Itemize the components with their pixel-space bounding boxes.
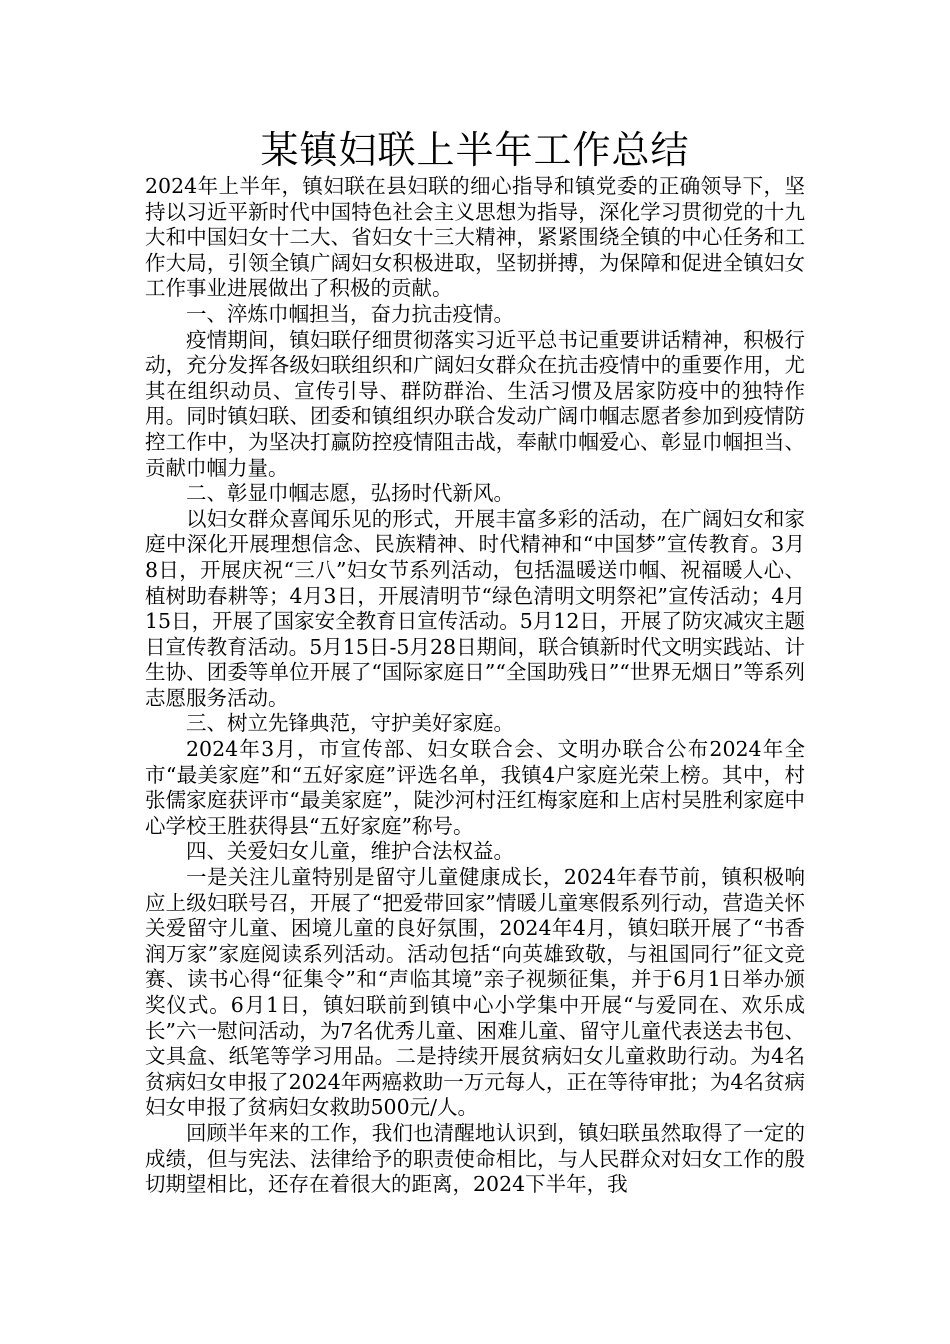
section-heading-2: 二、彰显巾帼志愿，弘扬时代新风。 [186,481,514,506]
paragraph-section-3: 2024年3月，市宣传部、妇女联合会、文明办联合公布2024年全市“最美家庭”和“五好家庭”评选名单，我镇4户家庭光荣上榜。其中，村张儒家庭获评市“最美家庭”，陡沙河村汪红梅家庭和上店村吴胜利家庭中心学校王胜获得县“五好家庭”称号。 [145,737,805,838]
paragraph-section-1: 疫情期间，镇妇联仔细贯彻落实习近平总书记重要讲话精神，积极行动，充分发挥各级妇联组织和广阔妇女群众在抗击疫情中的重要作用，尤其在组织动员、宣传引导、群防群治、生活习惯及居家防疫中的独特作用。同时镇妇联、团委和镇组织办联合发动广阔巾帼志愿者参加到疫情防控工作中，为坚决打赢防控疫情阻击战，奉献巾帼爱心、彰显巾帼担当、贡献巾帼力量。 [145,327,805,480]
paragraph-section-4: 一是关注儿童特别是留守儿童健康成长，2024年春节前，镇积极响应上级妇联号召，开展了“把爱带回家”情暖儿童寒假系列行动，营造关怀关爱留守儿童、困境儿童的良好氛围，2024年4月，镇妇联开展了“书香润万家”家庭阅读系列活动。活动包括“向英雄致敬，与祖国同行”征文竞赛、读书心得“征集令”和“声临其境”亲子视频征集，并于6月1日举办颁奖仪式。6月1日，镇妇联前到镇中心小学集中开展“与爱同在、欢乐成长”六一慰问活动，为7名优秀儿童、困难儿童、留守儿童代表送去书包、文具盒、纸笔等学习用品。二是持续开展贫病妇女儿童救助行动。为4名贫病妇女申报了2024年两癌救助一万元每人，正在等待审批；为4名贫病妇女申报了贫病妇女救助500元/人。 [145,865,805,1120]
section-heading-3: 三、树立先锋典范，守护美好家庭。 [186,711,514,736]
document-body [145,174,805,1198]
paragraph-intro: 2024年上半年，镇妇联在县妇联的细心指导和镇党委的正确领导下，坚持以习近平新时代中国特色社会主义思想为指导，深化学习贯彻党的十九大和中国妇女十二大、省妇女十三大精神，紧紧围绕全镇的中心任务和工作大局，引领全镇广阔妇女积极进取，坚韧拼搏，为保障和促进全镇妇女工作事业进展做出了积极的贡献。 [145,174,805,301]
paragraph-section-2: 以妇女群众喜闻乐见的形式，开展丰富多彩的活动，在广阔妇女和家庭中深化开展理想信念、民族精神、时代精神和“中国梦”宣传教育。3月8日，开展庆祝“三八”妇女节系列活动，包括温暖送巾帼、祝福暖人心、植树助春耕等；4月3日，开展清明节“绿色清明文明祭祀”宣传活动；4月15日，开展了国家安全教育日宣传活动。5月12日，开展了防灾减灾主题日宣传教育活动。5月15日-5月28日期间，联合镇新时代文明实践站、计生协、团委等单位开展了“国际家庭日”“全国助残日”“世界无烟日”等系列志愿服务活动。 [145,506,805,710]
section-heading-4: 四、关爱妇女儿童，维护合法权益。 [186,839,514,864]
section-heading-1: 一、淬炼巾帼担当，奋力抗击疫情。 [186,301,514,326]
document-title: 某镇妇联上半年工作总结 [260,128,690,172]
paragraph-review: 回顾半年来的工作，我们也清醒地认识到，镇妇联虽然取得了一定的成绩，但与宪法、法律给予的职责使命相比，与人民群众对妇女工作的殷切期望相比，还存在着很大的距离，2024下半年，我 [145,1120,805,1197]
